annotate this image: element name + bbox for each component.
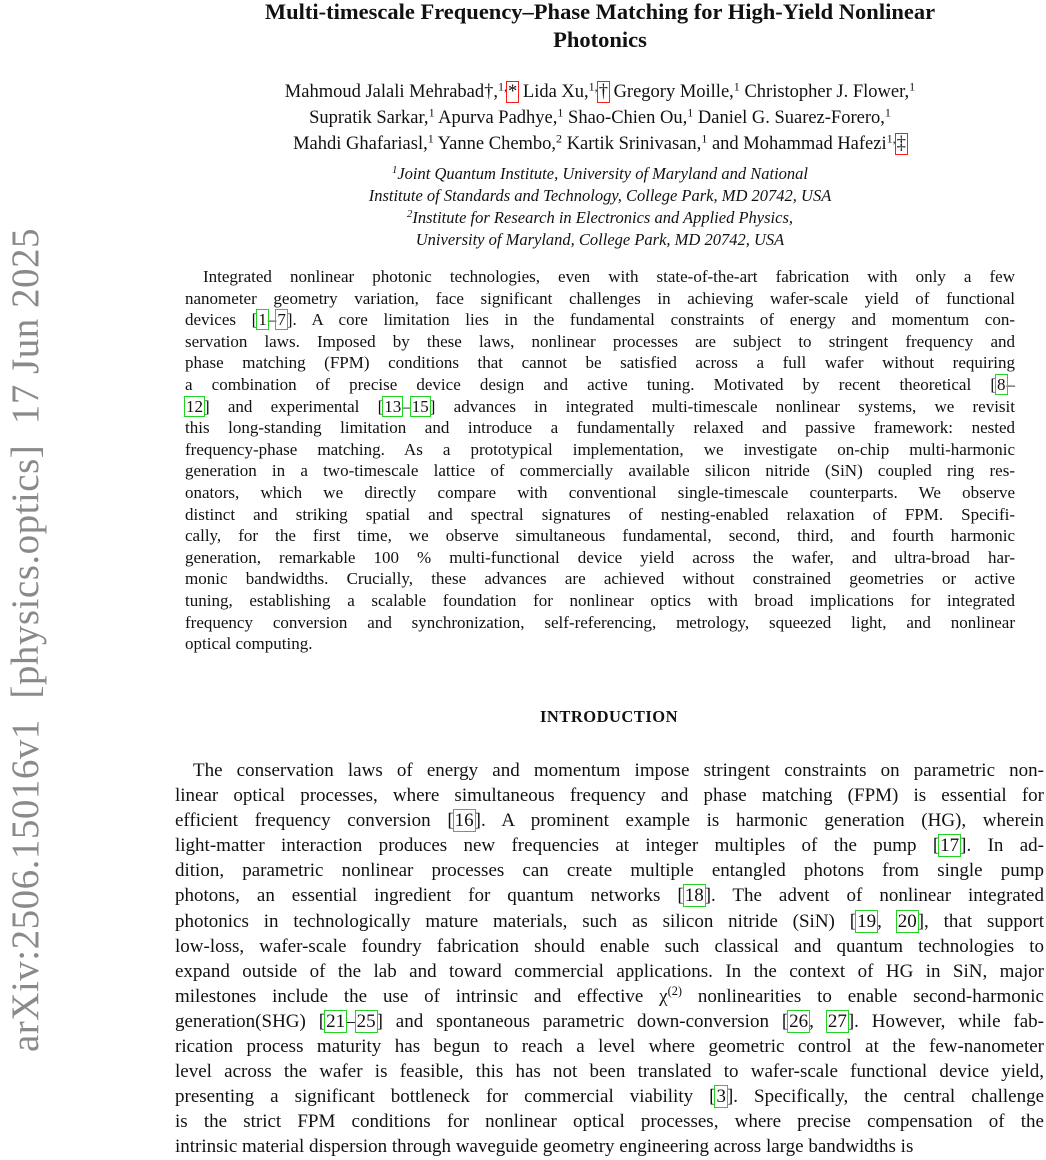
text-run: Yanne Chembo,	[433, 134, 557, 154]
text-run: ] and experimental [	[204, 396, 384, 416]
affiliations-line	[170, 163, 1030, 185]
footnote-link[interactable]: *	[508, 82, 518, 102]
section-heading-introduction: INTRODUCTION	[539, 707, 679, 726]
authors-line	[170, 79, 1030, 105]
text-run: ]. However, while fab-	[847, 1010, 1044, 1032]
superscript: 2	[406, 208, 413, 221]
authors-line	[170, 105, 1030, 131]
text-run: level across the wafer is feasible, this has not been translated to wafer-scale functional device yield,	[175, 1061, 1044, 1083]
body-line	[175, 883, 1044, 908]
text-run: Mahdi Ghafariasl,	[293, 134, 428, 154]
text-run: Kartik Srinivasan,	[562, 134, 702, 154]
title-line-1: Multi-timescale Frequency–Phase Matching for High-Yield Nonlinear	[264, 0, 936, 24]
text-run: rication process maturity has begun to reach a level where geometric control at the few-nanometer	[175, 1036, 1044, 1058]
abstract-line	[185, 374, 1015, 396]
body-line	[175, 808, 1044, 833]
abstract-line	[185, 288, 1015, 310]
superscript: 1	[909, 79, 916, 94]
body-line	[175, 909, 1044, 934]
citation-link[interactable]: 1	[258, 310, 267, 330]
text-run: ], that support	[917, 910, 1045, 932]
text-run: Lida Xu,	[518, 82, 589, 102]
text-run: and Mohammad Hafezi	[707, 134, 887, 154]
abstract-line	[185, 633, 1015, 655]
body-line	[175, 1134, 1044, 1159]
superscript: 1	[557, 105, 564, 120]
affiliations	[170, 163, 1030, 251]
superscript: 1	[428, 105, 435, 120]
superscript: 2	[556, 131, 563, 146]
citation-link[interactable]: 8	[997, 374, 1006, 394]
superscript: 1,	[886, 131, 896, 146]
abstract-line	[185, 266, 1015, 288]
text-run: nanometer geometry variation, face significant challenges in achieving wafer-scale yield of functional	[185, 288, 1015, 308]
introduction-body	[175, 758, 1044, 1160]
superscript: 1,	[588, 79, 598, 94]
text-run: ] advances in integrated multi-timescale nonlinear systems, we revisit	[429, 396, 1015, 416]
text-run: cally, for the first time, we observe simultaneous fundamental, second, third, and fourth harmonic	[185, 526, 1015, 546]
citation-link[interactable]: 19	[857, 910, 877, 932]
text-run: generation, remarkable 100 % multi-functional device yield across the wafer, and ultra-broad har-	[185, 547, 1015, 567]
body-line	[175, 783, 1044, 808]
body-line	[175, 934, 1044, 959]
text-run: Gregory Moille,	[608, 82, 734, 102]
abstract-line	[185, 504, 1015, 526]
text-run: tuning, establishing a scalable foundation for nonlinear optics with broad implications for integrated	[185, 590, 1015, 610]
footnote-link[interactable]: †	[598, 82, 608, 102]
text-run: onators, which we directly compare with conventional single-timescale counterparts. We observe	[185, 482, 1015, 502]
citation-link[interactable]: 25	[356, 1010, 376, 1032]
abstract-line	[185, 309, 1015, 331]
superscript: 1	[884, 105, 891, 120]
text-run: generation in a two-timescale lattice of commercially available silicon nitride (SiN) coupled ring res-	[185, 461, 1015, 481]
text-run: Integrated nonlinear photonic technologies, even with state-of-the-art fabrication with only a few	[203, 267, 1015, 286]
text-run: –	[346, 1010, 356, 1032]
text-run: this long-standing limitation and introduce a fundamentally relaxed and passive framework: nested	[185, 418, 1015, 438]
text-run: –	[267, 310, 277, 330]
arxiv-identifier-sidebar[interactable]: arXiv:2506.15016v1 [physics.optics] 17 Jun 2025	[4, 228, 47, 1052]
text-run: frequency conversion and synchronization, self-referencing, metrology, squeezed light, and nonlinear	[185, 612, 1015, 632]
authors-line	[170, 131, 1030, 157]
body-line	[175, 1109, 1044, 1134]
superscript: 1,	[498, 79, 508, 94]
text-run: ]. In ad-	[960, 835, 1044, 857]
footnote-link[interactable]: ‡	[896, 134, 906, 154]
citation-link[interactable]: 13	[384, 396, 402, 416]
text-run: ]. The advent of nonlinear integrated	[704, 885, 1044, 907]
text-run: milestones include the use of intrinsic and effective χ	[175, 985, 668, 1007]
abstract-line	[185, 525, 1015, 547]
text-run: a combination of precise device design and active tuning. Motivated by recent theoretical [	[185, 374, 996, 394]
text-run: light-matter interaction produces new frequencies at integer multiples of the pump [	[175, 835, 940, 857]
citation-link[interactable]: 15	[411, 396, 429, 416]
text-run: monic bandwidths. Crucially, these advances are achieved without constrained geometries or active	[185, 569, 1015, 589]
text-run: phase matching (FPM) conditions that cannot be satisfied across a full wafer without requiring	[185, 353, 1015, 373]
text-run: is the strict FPM conditions for nonlinear optical processes, where precise compensation of the	[175, 1111, 1044, 1133]
text-run: low-loss, wafer-scale foundry fabrication should enable such classical and quantum technologies to	[175, 935, 1044, 957]
text-run: generation(SHG) [	[175, 1010, 326, 1032]
text-run: Institute for Research in Electronics and Applied Physics,	[412, 208, 793, 227]
superscript: 1	[733, 79, 740, 94]
abstract-line	[185, 590, 1015, 612]
citation-link[interactable]: 16	[454, 810, 474, 832]
text-run: efficient frequency conversion [	[175, 810, 454, 832]
text-run: linear optical processes, where simultaneous frequency and phase matching (FPM) is essential for	[175, 785, 1044, 807]
title-line-2: Photonics	[553, 27, 647, 52]
text-run: servation laws. Imposed by these laws, nonlinear processes are subject to stringent frequency and	[185, 331, 1015, 351]
citation-link[interactable]: 20	[897, 910, 917, 932]
text-run: photonics in technologically mature materials, such as silicon nitride (SiN) [	[175, 910, 857, 932]
abstract-line	[185, 460, 1015, 482]
abstract-line	[185, 331, 1015, 353]
citation-link[interactable]: 3	[716, 1086, 726, 1108]
text-run: Apurva Padhye,	[434, 108, 558, 128]
citation-link[interactable]: 26	[789, 1010, 809, 1032]
abstract-line	[185, 482, 1015, 504]
text-run: –	[1006, 374, 1015, 394]
citation-link[interactable]: 12	[186, 396, 203, 416]
text-run: ]. A prominent example is harmonic generation (HG), wherein	[474, 810, 1044, 832]
affiliations-line	[170, 229, 1030, 251]
text-run: Institute of Standards and Technology, College Park, MD 20742, USA	[368, 186, 832, 205]
body-line	[175, 984, 1044, 1009]
author-list	[170, 79, 1030, 157]
text-run: Joint Quantum Institute, University of Maryland and National	[397, 164, 808, 183]
text-run: Daniel G. Suarez-Forero,	[693, 108, 885, 128]
text-run: dition, parametric nonlinear processes can create multiple entangled photons from single pump	[175, 860, 1044, 882]
body-line	[175, 1084, 1044, 1109]
body-line	[175, 833, 1044, 858]
citation-link[interactable]: 7	[277, 310, 286, 330]
body-line	[175, 959, 1044, 984]
citation-link[interactable]: 21	[326, 1010, 346, 1032]
abstract-line	[185, 439, 1015, 461]
body-line	[175, 1059, 1044, 1084]
text-run: optical computing.	[185, 634, 313, 654]
abstract-line	[185, 612, 1015, 634]
text-run: Supratik Sarkar,	[309, 108, 429, 128]
text-run: photons, an essential ingredient for quantum networks [	[175, 885, 684, 907]
text-run: Christopher J. Flower,	[739, 82, 910, 102]
text-run: frequency-phase matching. As a prototypical implementation, we investigate on-chip multi-harmonic	[185, 439, 1015, 459]
text-run: Shao-Chien Ou,	[563, 108, 688, 128]
abstract-line	[185, 568, 1015, 590]
body-line	[175, 1009, 1044, 1034]
text-run: ]. Specifically, the central challenge	[726, 1086, 1044, 1108]
text-run: ,	[877, 910, 897, 932]
paper-title	[160, 0, 1040, 54]
text-run: The conservation laws of energy and momentum impose stringent constraints on parametric non-	[193, 760, 1044, 781]
text-run: intrinsic material dispersion through waveguide geometry engineering across large bandwidths is	[175, 1136, 914, 1158]
text-run: ]. A core limitation lies in the fundamental constraints of energy and momentum con-	[286, 310, 1015, 330]
superscript: 1	[392, 164, 398, 177]
text-run: ] and spontaneous parametric down-conversion [	[376, 1010, 789, 1032]
text-run: expand outside of the lab and toward commercial applications. In the context of HG in SiN, major	[175, 960, 1044, 982]
abstract-line	[185, 352, 1015, 374]
text-run: University of Maryland, College Park, MD 20742, USA	[415, 230, 785, 249]
text-run: Mahmoud Jalali Mehrabad†,	[284, 82, 499, 102]
body-line	[175, 758, 1044, 783]
superscript: 1	[427, 131, 434, 146]
abstract-line	[185, 547, 1015, 569]
text-run: nonlinearities to enable second-harmonic	[681, 985, 1044, 1007]
text-run: distinct and striking spatial and spectral signatures of nesting-enabled relaxation of FPM. Specifi-	[185, 504, 1015, 524]
superscript: (2)	[667, 984, 682, 999]
body-line	[175, 1034, 1044, 1059]
abstract-line	[185, 417, 1015, 439]
abstract	[185, 266, 1015, 655]
body-line	[175, 858, 1044, 883]
affiliations-line	[170, 207, 1030, 229]
text-run: presenting a significant bottleneck for commercial viability [	[175, 1086, 716, 1108]
citation-link[interactable]: 27	[827, 1010, 847, 1032]
superscript: 1	[701, 131, 708, 146]
affiliations-line	[170, 185, 1030, 207]
citation-link[interactable]: 18	[684, 885, 704, 907]
abstract-line	[185, 396, 1015, 418]
text-run: ,	[809, 1010, 827, 1032]
citation-link[interactable]: 17	[940, 835, 960, 857]
text-run: devices [	[185, 310, 258, 330]
text-run: –	[402, 396, 411, 416]
superscript: 1	[687, 105, 694, 120]
